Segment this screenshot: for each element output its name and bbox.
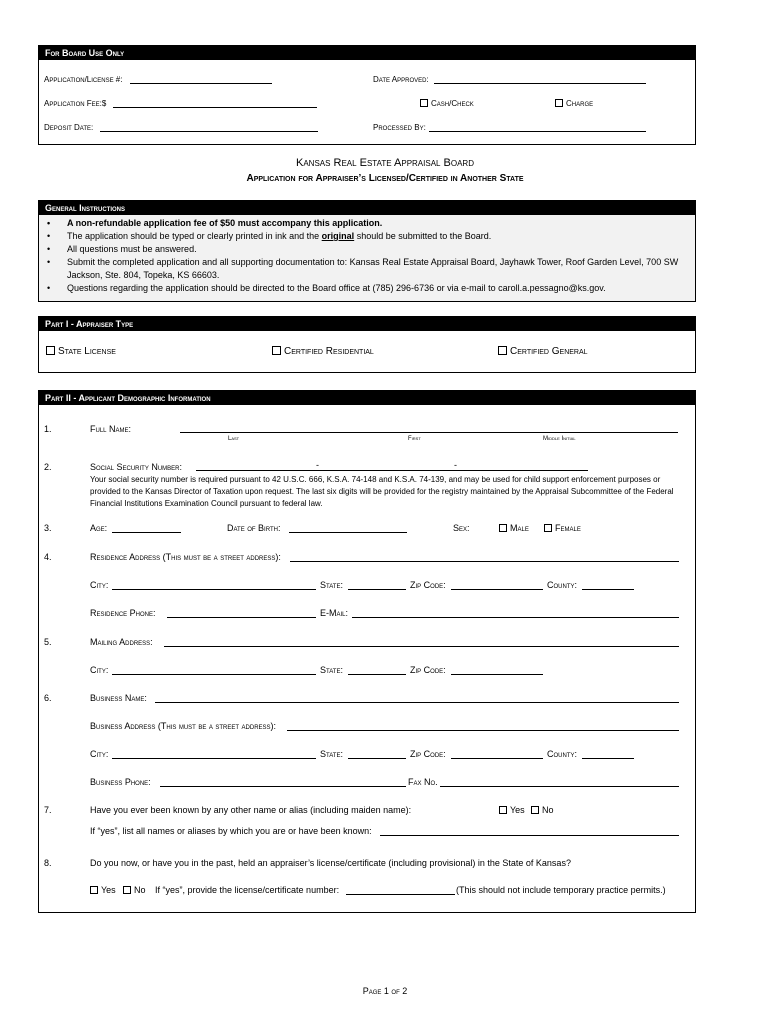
mailing-city-field[interactable] [112, 674, 316, 675]
charge-option[interactable]: Charge [555, 99, 593, 108]
fax-label: Fax No. [408, 777, 438, 787]
zip-label: Zip Code: [410, 580, 446, 590]
email-field[interactable] [352, 617, 679, 618]
business-county-field[interactable] [582, 758, 634, 759]
business-name-field[interactable] [155, 702, 679, 703]
charge-checkbox[interactable] [555, 99, 563, 107]
dob-label: Date of Birth: [227, 523, 281, 533]
male-option[interactable]: Male [499, 523, 529, 533]
age-field[interactable] [112, 532, 181, 533]
middle-initial-label: Middle Initial [543, 436, 576, 442]
county-field[interactable] [582, 589, 634, 590]
q2-number: 2. [44, 462, 52, 472]
ssn-field[interactable] [196, 470, 588, 471]
title-line2: Application for Appraiser’s Licensed/Certified in Another State [246, 173, 524, 184]
q1-number: 1. [44, 424, 52, 434]
q8-no-option[interactable]: No [123, 885, 146, 895]
business-address-label: Business Address (This must be a street address): [90, 721, 277, 731]
state-license-checkbox[interactable] [46, 346, 55, 355]
board-use-header: For Board Use Only [39, 46, 695, 60]
age-label: Age: [90, 523, 108, 533]
mailing-address-label: Mailing Address: [90, 637, 153, 647]
instructions-list [39, 217, 695, 295]
ssn-dash-1: - [316, 460, 319, 470]
male-checkbox[interactable] [499, 524, 507, 532]
q7-no-checkbox[interactable] [531, 806, 539, 814]
list-item: • All questions must be answered. [39, 243, 695, 256]
state-label: State: [320, 580, 343, 590]
app-license-field[interactable] [130, 83, 272, 84]
email-label: E-Mail: [320, 608, 349, 618]
q8-note: (This should not include temporary practice permits.) [456, 885, 666, 895]
ssn-note: Your social security number is required pursuant to 42 U.S.C. 666, K.S.A. 74-148 and K.S.A. 74-139, and may be used for child support enforcement purposes or provided to the Kansas Director of Taxation upon request. The last six digits will be provided for the registry maintained by the Appraisal Subcommittee of the Federal Financial Institutions Examination Council pursuant to federal law. [90, 475, 674, 508]
state-license-option[interactable]: State License [46, 346, 116, 357]
q8-yes-checkbox[interactable] [90, 886, 98, 894]
city-field[interactable] [112, 589, 316, 590]
cash-check-option[interactable]: Cash/Check [420, 99, 474, 108]
ssn-dash-2: - [454, 460, 457, 470]
business-zip-field[interactable] [451, 758, 543, 759]
q3-number: 3. [44, 523, 52, 533]
q7-no-option[interactable]: No [531, 805, 554, 815]
sex-label: Sex: [453, 523, 470, 533]
general-instructions-box [38, 200, 696, 302]
board-use-box [38, 45, 696, 145]
business-phone-label: Business Phone: [90, 777, 151, 787]
mailing-city-label: City: [90, 665, 109, 675]
certified-general-option[interactable]: Certified General [498, 346, 588, 357]
fax-field[interactable] [440, 786, 679, 787]
state-field[interactable] [348, 589, 406, 590]
q8-no-checkbox[interactable] [123, 886, 131, 894]
part1-box [38, 316, 696, 373]
mailing-state-field[interactable] [348, 674, 406, 675]
q8-question: Do you now, or have you in the past, held an appraiser’s license/certificate (including provisional) in the State of Kansas? [90, 858, 571, 868]
q8-license-field[interactable] [346, 894, 455, 895]
female-option[interactable]: Female [544, 523, 581, 533]
full-name-field[interactable] [180, 432, 678, 433]
city-label: City: [90, 580, 109, 590]
business-city-field[interactable] [112, 758, 316, 759]
residence-phone-field[interactable] [167, 617, 316, 618]
business-state-label: State: [320, 749, 343, 759]
certified-residential-checkbox[interactable] [272, 346, 281, 355]
residence-address-field[interactable] [290, 561, 679, 562]
q7-question: Have you ever been known by any other name or alias (including maiden name): [90, 805, 412, 815]
q7-aliases-label: If “yes”, list all names or aliases by which you are or have been known: [90, 826, 372, 836]
certified-residential-option[interactable]: Certified Residential [272, 346, 374, 357]
part2-header: Part II - Applicant Demographic Information [39, 391, 695, 405]
list-item: • The application should be typed or clearly printed in ink and the original should be submitted to the Board. [39, 230, 695, 243]
business-phone-field[interactable] [160, 786, 406, 787]
mailing-zip-label: Zip Code: [410, 665, 446, 675]
general-instructions-header: General Instructions [39, 201, 695, 215]
business-address-field[interactable] [287, 730, 679, 731]
full-name-label: Full Name: [90, 424, 132, 434]
list-item: • Submit the completed application and all supporting documentation to: Kansas Real Estate Appraisal Board, Jayhawk Tower, Roof Garden Level, 700 SW Jackson, Ste. 804, Topeka, KS 66603. [39, 256, 695, 282]
business-zip-label: Zip Code: [410, 749, 446, 759]
last-label: Last [228, 436, 240, 442]
q8-yes-option[interactable]: Yes [90, 885, 116, 895]
q5-number: 5. [44, 637, 52, 647]
dob-field[interactable] [289, 532, 407, 533]
app-license-label: Application/License #: [44, 75, 123, 84]
q7-yes-option[interactable]: Yes [499, 805, 525, 815]
q8-license-label: If “yes”, provide the license/certificate number: [155, 885, 340, 895]
ssn-label: Social Security Number: [90, 462, 183, 472]
q6-number: 6. [44, 693, 52, 703]
q7-aliases-field[interactable] [380, 835, 679, 836]
mailing-state-label: State: [320, 665, 343, 675]
business-name-label: Business Name: [90, 693, 147, 703]
page-number: Page 1 of 2 [362, 986, 408, 996]
q7-number: 7. [44, 805, 52, 815]
list-item: • A non-refundable application fee of $50 must accompany this application. [39, 217, 695, 230]
q7-yes-checkbox[interactable] [499, 806, 507, 814]
app-fee-label: Application Fee:$ [44, 99, 107, 108]
business-state-field[interactable] [348, 758, 406, 759]
q4-number: 4. [44, 552, 52, 562]
female-checkbox[interactable] [544, 524, 552, 532]
zip-field[interactable] [451, 589, 543, 590]
date-approved-field[interactable] [434, 83, 646, 84]
list-item: • Questions regarding the application should be directed to the Board office at (785) 296-6736 or via e-mail to caroll.a.pessagno@ks.gov. [39, 282, 695, 295]
processed-by-field[interactable] [429, 131, 646, 132]
part1-header: Part I - Appraiser Type [39, 317, 695, 331]
residence-address-label: Residence Address (This must be a street address): [90, 552, 281, 562]
mailing-address-field[interactable] [164, 646, 679, 647]
title-line1: Kansas Real Estate Appraisal Board [296, 157, 474, 169]
processed-by-label: Processed By: [373, 123, 426, 132]
cash-check-checkbox[interactable] [420, 99, 428, 107]
business-city-label: City: [90, 749, 109, 759]
residence-phone-label: Residence Phone: [90, 608, 156, 618]
q8-number: 8. [44, 858, 52, 868]
date-approved-label: Date Approved: [373, 75, 429, 84]
app-fee-field[interactable] [113, 107, 317, 108]
deposit-date-field[interactable] [100, 131, 318, 132]
mailing-zip-field[interactable] [451, 674, 543, 675]
deposit-date-label: Deposit Date: [44, 123, 94, 132]
first-label: First [408, 436, 421, 442]
certified-general-checkbox[interactable] [498, 346, 507, 355]
county-label: County: [547, 580, 577, 590]
business-county-label: County: [547, 749, 577, 759]
